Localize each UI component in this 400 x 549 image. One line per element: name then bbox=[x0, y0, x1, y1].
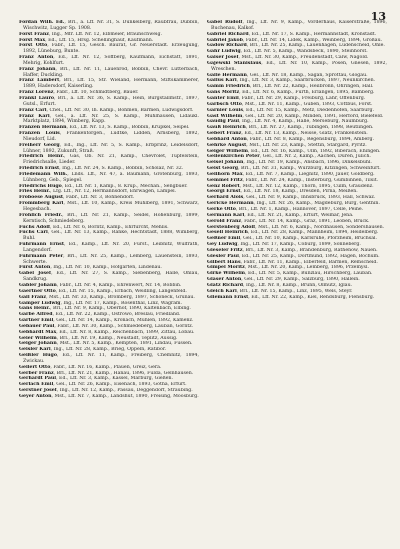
entry-details: , Fabr., Lff. Nr. 11, Kamp., Elberfeld, Barmen, Remscheid. bbox=[240, 259, 378, 265]
entry-details: , Ed., Lff. Nr. 6, Borlitz, Kamp., Ehrfurcht, Mehlis. bbox=[50, 224, 169, 230]
entry-details: , Chel., Lff. Nr. 30, Ih. Kamp., Bohmen, Barmen, Ludwigsdorf. bbox=[46, 107, 194, 113]
entry-details: , Gel., Lff. Nr. 13, Kamp., Ranke, Hechtstadt, 1888, Wimberg, Buhl. bbox=[23, 230, 199, 242]
entry-name: Gabriel Jakob bbox=[207, 37, 243, 43]
entry-details: , Ed., Lff. Nr. 25, Kamp., Dortmund, 1892, Hagen, Bochum. bbox=[238, 253, 380, 259]
entry-details: , Fabr., Lff. 15, Gesch. Baurat, Gr. Neuerstadt. Erzeugung, 1892, Lüneburg, Bunte. bbox=[23, 43, 199, 55]
entry-name: Gahr Ludwig bbox=[207, 49, 241, 55]
entry-details: , Ed., Lff. Nr. 22, Kamp., Ostrowo, Breslau, Friedland. bbox=[52, 312, 181, 318]
page-number: 13 bbox=[370, 10, 386, 23]
entry-name: Gaertner Otto bbox=[19, 288, 56, 294]
entry-details: , Lfg. Lff., Nr. 12, Hermannsdorf, Ehrwagen, Lampel. bbox=[50, 189, 177, 195]
entry-details: , Mst., Lff. Nr. 33, Kamp., Bromberg, 1897, Schöneck, Grünau. bbox=[46, 294, 195, 300]
entry-details: , Ed., Lff. Nr. 12, Soffberg, Kaufmann, Eichstätt, 1891, Mehrig, Kohlfurt. bbox=[23, 55, 199, 66]
entry-details: , Ing., Lff. Nr. 17, Kamp., Rosenthal, Linz, Wagram. bbox=[60, 300, 182, 306]
entry-name: Forst Franz bbox=[19, 31, 49, 37]
entry-details: , Mst., Lff. Nr. 23, Kamp., Stettin, Stargard, Pyritz. bbox=[246, 142, 367, 148]
entry-details: , Gel., Lff. Nr. 26, Kamp., Eisenach, 1893, Gotha, Erfurt. bbox=[53, 382, 187, 388]
entry-details: , Gel., Lff. Nr. 9, Kamp., Innsbruck, 1893, Hall, Schwaz. bbox=[243, 195, 376, 201]
entry-name: Gabel Josef bbox=[19, 271, 52, 277]
entry-details: , Ed., Lff. Nr. 5, Kamp., Wandsbeck, 1890, Steinhorst. bbox=[240, 49, 368, 55]
entry-details: , Gas, Ob. Nr. 21, Kamp., Chevrolet, Tüpfelstein, Friedrichsalle, Lieder. bbox=[23, 154, 199, 166]
directory-entry bbox=[19, 242, 199, 254]
entry-details: , Fabr., Lff. Nr. 3, Bohnendorf. bbox=[63, 195, 135, 201]
entry-name: Geilenkirchen Peter bbox=[207, 154, 260, 160]
entry-details: , Ed., Kamp., Lff. Nr. 20, Fürst., Leibnitz, Wülfrath, Langendorf. bbox=[23, 242, 199, 253]
entry-details: , Fabr., Lff. Nr. 16, Kamp., Plauen, Greiz, Gera. bbox=[50, 364, 162, 370]
entry-details: , Brl., Lff. Nr. 25, Kamp., Lemberg, Lauenstein, 1893, Schwerte. bbox=[23, 253, 199, 265]
entry-name: Freiherr Georg bbox=[19, 142, 60, 148]
entry-name: Fuchs Adolf bbox=[19, 224, 51, 230]
entry-name: Frommberg Karl bbox=[19, 201, 64, 207]
entry-name: Friedrich Ernst bbox=[19, 166, 60, 172]
directory-entry bbox=[19, 230, 199, 242]
entry-details: , Ed., Lff. Nr. 22, Kamp., Kiel, Rendsburg, Flensburg. bbox=[248, 294, 375, 300]
entry-name: Franz Lorenz bbox=[19, 90, 54, 96]
entry-name: Gerstenberg Adolf bbox=[207, 224, 256, 230]
entry-name: Fuhrmann Ernst bbox=[19, 242, 64, 248]
entry-name: Fürst Anton bbox=[19, 265, 51, 271]
directory-entry bbox=[207, 61, 387, 73]
entry-details: , Brl., Lff. Nr. 21, Kamp., Hanau, 1896, Fulda, Gelnhausen. bbox=[53, 370, 194, 376]
entry-details: , Brl., a. Lff. Nr. 36, S. Kamp., Hein, Burgstallmstr., 1897, Gutsl., Erfurt. bbox=[23, 95, 199, 107]
directory-entry bbox=[19, 96, 199, 108]
entry-details: , Mst., Lff. Nr. 20, Kamp., Lemberg, 1896, Przemysl. bbox=[244, 265, 369, 271]
entry-name: Gliemann Ernst bbox=[207, 294, 249, 300]
entry-details: , Gel., a. Lff. Nr. 25, S. Kamp., Mühlhausen, Lidaukl. Marktplatz, 1894, Wimberg, Kapp. bbox=[23, 113, 199, 125]
entry-details: , Ing., Lff. Nr. 19, Kamp., Ansbach, 1896, Dinkelsbühl. bbox=[243, 160, 372, 166]
entry-name: Froboese August bbox=[19, 195, 64, 201]
entry-name: Galle Hermann bbox=[207, 72, 247, 78]
entry-details: , Ing., Lff. Nr. 10, Kamp., Hofgarten, Lindenau. bbox=[50, 265, 162, 271]
entry-name: Geißler Hugo bbox=[19, 353, 57, 359]
entry-name: Gellhorn Max bbox=[207, 171, 243, 177]
entry-details: , Ed., Lff. Nr. 5, Kamp., Bunzlau, Hirschberg, Lauban. bbox=[245, 271, 373, 277]
entry-details: , Ing., Lff. Nr. 17, Kamp., Coburg, 1899, Sonneberg. bbox=[237, 242, 361, 248]
directory-entry bbox=[19, 213, 199, 225]
entry-name: Friedrichs Hugo bbox=[19, 183, 62, 189]
right-column bbox=[207, 20, 387, 301]
entry-details: , Fabr., Lff. Nr. 29, Kamp., Freiburg, Lahr, Offenburg. bbox=[238, 95, 366, 101]
entry-name: Franz Anton bbox=[19, 55, 54, 61]
entry-details: , Gel., Lff. Nr. 14, Kamp., Kronach, Mühlen, 1892, Kamenz. bbox=[53, 318, 194, 324]
entry-name: Fröhlich Friedr. bbox=[19, 212, 63, 218]
entry-name: Gamper Ludwig bbox=[19, 300, 61, 306]
entry-name: Gleich Karl bbox=[207, 288, 237, 294]
entry-name: Forst Otto bbox=[19, 43, 48, 49]
entry-name: Ganter Emil bbox=[207, 95, 239, 101]
entry-details: , Ed., Lff. Nr. 13, S. Kamp., Bobbin, Krupkel, Seipel. bbox=[66, 125, 190, 131]
directory-entry bbox=[19, 201, 199, 213]
entry-name: Gesell Heinrich bbox=[207, 230, 248, 236]
entry-name: Gallus Karl bbox=[207, 78, 237, 84]
entry-name: Franzen Louis bbox=[19, 131, 60, 137]
entry-name: Garnier Louis bbox=[207, 107, 244, 113]
entry-name: Gebhardt Max bbox=[19, 329, 57, 335]
entry-name: Georgi Ernst bbox=[207, 189, 241, 195]
entry-name: Gerlach Emil bbox=[19, 382, 54, 388]
entry-details: , Ed., Lff. Nr. 18, Kamp., Dresden, Pirna, Meißen. bbox=[240, 189, 358, 195]
entry-name: Friedemann Wilh. bbox=[19, 171, 68, 177]
entry-details: , Ed., Lff. Nr. 28, Kamp., Mannheim, 1894, Heidelberg. bbox=[247, 230, 379, 236]
entry-details: , Ing., Mfr. Lff. Nr. 12, Elbmeier, Braunschweig. bbox=[48, 31, 162, 37]
directory-entry bbox=[19, 78, 199, 90]
entry-name: Gehrke August bbox=[207, 142, 247, 148]
entry-name: Franz Karl bbox=[19, 113, 50, 119]
entry-name: Gerhard Alois bbox=[207, 195, 244, 201]
entry-name: Franz Lambert bbox=[19, 78, 60, 84]
entry-details: , Ed., Lff. Nr. 15, Kamp., Erbach, Weidling, Langenfeld. bbox=[55, 288, 187, 294]
directory-entry bbox=[19, 143, 199, 155]
entry-name: Gebhard Anton bbox=[207, 136, 247, 142]
entry-name: Gerstner Josef bbox=[19, 388, 57, 394]
entry-details: , Brl., Lff. Nr. 15, Kamp., Linz, 1895, Wels, Steyr. bbox=[236, 288, 353, 294]
entry-details: , Ing., Lff. Nr. 3, Kamp., Saarbrücken, 1897, Neunkirchen. bbox=[236, 78, 376, 84]
entry-name: Geisler Karl bbox=[19, 347, 51, 353]
entry-name: Gericke Hermann bbox=[207, 201, 254, 207]
entry-name: Gajewski Stanislaus bbox=[207, 60, 262, 66]
entry-details: , Brl., Lff. Nr. 19, Kamp., Neustadt, Teplitz, Aussig. bbox=[56, 335, 178, 341]
entry-name: Forst Max bbox=[19, 37, 46, 43]
directory-entry bbox=[19, 394, 199, 400]
directory-entry bbox=[19, 172, 199, 184]
entry-details: , Ed., Lff. Nr. 16, Kamp., Ulm, 1892, Biberach, Ehingen. bbox=[248, 148, 381, 154]
entry-name: Gauß Heinrich bbox=[207, 125, 246, 131]
entry-name: Gilbert Hans bbox=[207, 259, 241, 265]
entry-details: , Ed., Lff. Nr. 6, Kamp., Fürth, Erlangen, 1895, Bamberg. bbox=[239, 90, 375, 96]
entry-name: Geisel Johann bbox=[207, 160, 244, 166]
entry-name: Geßner Emil bbox=[207, 236, 241, 242]
entry-details: , Brl., Lff. Nr. 22, Kamp., Heilbronn, Öhringen, Hall. bbox=[249, 84, 374, 90]
entry-name: Gieseler Fritz bbox=[207, 247, 243, 253]
entry-name: Gans Heinr. bbox=[19, 306, 50, 312]
entry-details: , Mst., Lff. Nr. 6, Kamp., Nordhausen, Sondershausen. bbox=[255, 224, 385, 230]
entry-name: Glaser Anton bbox=[207, 277, 242, 283]
entry-details: , Ing., Lff. Nr. 9, Kamp., Vorderhaus, Kaiserstraße, 1896, Buchenau, Kalkof. bbox=[211, 20, 387, 31]
entry-details: , Gel., Lff. Nr. 10, Kamp., Karlsruhe, Pforzheim, Bruchsal. bbox=[240, 236, 377, 242]
entry-details: , Ing., Lff. Nr. 4, Kamp., Halle, Merseburg, Naumburg. bbox=[239, 119, 369, 125]
entry-name: Gerke Otto bbox=[207, 207, 236, 212]
entry-details: , Fabr., Lff. Nr. 4, Kamp., Ehrenwert, Nr. 14, Bobbin. bbox=[56, 282, 182, 288]
entry-name: Gadow Richard bbox=[207, 43, 247, 49]
entry-name: Gall Franz bbox=[19, 294, 47, 300]
entry-details: , Mst., Lff. Nr. 11, Kamp., Guben, 1893, Cottbus, Forst. bbox=[241, 101, 373, 107]
entry-name: Giesler Paul bbox=[207, 253, 239, 259]
entry-details: , Brl., Lff. 15, Str. Wieland, Hermann, Stiftskämmerer, 1889, Hadersdorf, Kaiserling. bbox=[23, 78, 199, 90]
entry-name: Gärtner Emil bbox=[19, 318, 54, 324]
entry-name: Frankl Lauro bbox=[19, 95, 55, 101]
entry-name: Gimpel Moritz bbox=[207, 265, 245, 271]
entry-details: , Fabr., Lff. Nr. 14, Kamp., Graz, 1891, Leoben, Bruck. bbox=[241, 218, 370, 224]
entry-details: , Brl., Lff. Nr. 1, Kamp., Hannover, 1897, Celle, Peine. bbox=[235, 207, 364, 212]
entry-details: , Ed., Lff. 15, Hrsg. Schellinghauf, Kaufmann. bbox=[45, 37, 154, 43]
entry-name: Geier Wilhelm bbox=[19, 335, 57, 341]
entry-details: , Brl., Lff. Nr. 11, Lauenrod, Bobbin, Chevr. Lutterbach, Haffer, Duckling. bbox=[23, 66, 199, 78]
entry-name: Fries Heinr. bbox=[19, 189, 51, 195]
directory-entry bbox=[207, 295, 387, 301]
entry-name: Glatz Richard bbox=[207, 282, 244, 288]
entry-details: , Gel., Lff. Nr. 2, Kamp., Aachen, Düren, Jülich. bbox=[259, 154, 371, 160]
entry-name: Gabler Johann bbox=[19, 282, 57, 288]
directory-entry bbox=[19, 271, 199, 283]
entry-details: , Ed., Ing., Lff. Nr. 5, S. Kamp., Erbprinz, Leidelsdorf, Lühner, 1892, Zukunft, Straß. bbox=[23, 142, 199, 154]
entry-name: Gey Ludwig bbox=[207, 242, 238, 248]
entry-details: , Ed., Lff. Nr. 27, S. Kamp., Siebenberg, Halle, Ohlau, Sandkrug. bbox=[23, 271, 199, 283]
entry-details: , Gel., Lff. Nr. 20, Kamp., Minden, 1891, Herford, Bielefeld. bbox=[242, 113, 384, 119]
entry-name: Gaudig Paul bbox=[207, 119, 240, 125]
entry-details: , Ed., Lff. Nr. 17, S. Kamp., Hermannstadt, Kronstadt. bbox=[248, 31, 377, 37]
entry-details: , Ing., Lff. Nr. 8, Kamp., Brünn, Olmütz, Iglau. bbox=[243, 282, 353, 288]
entry-details: , Mst., Lff. Nr. 30, Kamp., Freudenstadt, Calw, Nagold. bbox=[238, 55, 369, 61]
entry-name: Gast Wilhelm bbox=[207, 113, 243, 119]
entry-details: , Mst., Lff. Nr. 5, Kamp., Kempten, 1891, Lindau, Füssen. bbox=[56, 341, 193, 347]
entry-name: Fordan Wilh. Ed. bbox=[19, 20, 65, 25]
entry-details: , Ed., Lff. Nr. 10, Kamp., Posen, Gnesen, 1892, Wreschen. bbox=[211, 60, 387, 72]
directory-entry bbox=[19, 67, 199, 79]
entry-name: Geist Georg bbox=[207, 166, 239, 172]
left-column bbox=[19, 20, 199, 400]
entry-name: Gamm Friedrich bbox=[207, 84, 250, 90]
entry-details: , Ed., Lff. Nr. 8, Kamp., Reichenbach, 1899, Zittau, Löbau. bbox=[56, 329, 195, 335]
entry-details: , Fabr., Lff. Nr. 24, Kamp., Insterburg, Gumbinnen, Tilsit. bbox=[242, 177, 379, 183]
entry-details: , Ed., Lff. Nr. 3, Kamp., Kassel, Marburg, Gießen. bbox=[56, 376, 174, 382]
entry-details: , Ed., Lff. Nr. 15, Kamp., Metz, Diedenhofen, Saarburg. bbox=[243, 107, 375, 113]
entry-name: Geiger Johann bbox=[19, 341, 57, 347]
entry-details: , Ed., Lff. Nr. 21, Kamp., Erfurt, Weimar, Jena. bbox=[244, 212, 354, 218]
entry-name: Franzen Hermann bbox=[19, 125, 67, 131]
entry-details: , Fabr., Lff. Nr. 8, Kamp., Regensburg, 1894, Amberg. bbox=[246, 136, 374, 142]
entry-details: , Brl., Lff. Nr. 3, Kamp., Brandenburg, Rathenow, Nauen. bbox=[242, 247, 378, 253]
entry-name: Fuchs Carl bbox=[19, 230, 48, 236]
entry-name: Genz Robert bbox=[207, 183, 240, 189]
entry-details: , Ing., Lff. Nr. 12, Kamp., Passau, Deggendorf, Straubing. bbox=[56, 388, 193, 394]
entry-name: Gerold Franz bbox=[207, 218, 242, 224]
entry-name: Garbe Alfred bbox=[19, 312, 53, 318]
entry-details: , Fabr., Lff. Nr. 30, Kamp., Schmiedeberg, Lauban, Görlitz. bbox=[54, 323, 194, 329]
entry-details: , Mst., Lff. Nr. 12, Kamp., Thorn, 1895, Culm, Graudenz. bbox=[239, 183, 374, 189]
entry-details: , Ing., Lff. Nr. 28, Kamp., Brieg, Oppeln, Ratibor. bbox=[50, 347, 167, 353]
entry-details: , Ed., Lff. Nr. 13, Kamp., Neisse, Glatz, Frankenstein. bbox=[241, 131, 368, 137]
entry-name: Gaiser Josef bbox=[207, 55, 239, 61]
directory-entry bbox=[19, 43, 199, 55]
entry-details: , Brl., Lff. Nr. 9, Kamp., Oberhof, 1890, Kaltenbach, Elbing. bbox=[50, 306, 191, 312]
directory-entry bbox=[19, 254, 199, 266]
directory-entry bbox=[19, 20, 199, 32]
entry-name: Fuhrmann Peter bbox=[19, 253, 64, 259]
entry-details: , Lnds. Lff., Nr. 47, a. Baumann, Grotenburg, 1893, Lühnberg, Geb., Spiegel. bbox=[23, 171, 199, 183]
entry-name: Geyer Anton bbox=[19, 394, 52, 399]
entry-name: Gemmel Fritz bbox=[207, 177, 243, 183]
entry-details: , Ing., Lff. Nr. 26, Kamp., Magdeburg, Burg, Genthin. bbox=[253, 201, 380, 207]
entry-name: Gebert Franz bbox=[207, 131, 242, 137]
directory-entry bbox=[19, 55, 199, 67]
entry-details: , Brl., Lff. Nr. 27, Kamp., Tübingen, 1898, Reutlingen. bbox=[245, 125, 374, 131]
entry-details: , Mst., Lff. Nr. 7, Kamp., Landshut, 1890, Freising, Moosburg. bbox=[51, 394, 199, 399]
entry-details: , Brl., Lff. Nr. 31, Kamp., Würzburg, Kitzingen, Schweinfurt. bbox=[238, 166, 381, 172]
entry-details: , Mst., Lff. 10, Kamp., Kreis Mühlberg, 1891, Schwarz, Hegesbach. bbox=[23, 201, 199, 212]
entry-details: , Gel., Lff. Nr. 29, Kamp., Salzburg, 1890, Hallein. bbox=[241, 277, 360, 283]
entry-details: , Ing., Lff. Nr. 24, S. Kamp., Bobbin, Scholaz, Nr. 32. bbox=[59, 166, 184, 172]
entry-details: , Brl., a. Lff. Nr. 31, S. Dunkelberg, Raubfrau, Dubbin, Wischwitz, Lugger Sp. 1908. bbox=[23, 20, 199, 31]
entry-name: Franz Johann bbox=[19, 66, 56, 72]
entry-name: Gerhardt Paul bbox=[19, 376, 57, 382]
entry-details: , Fabr., Lff. 10, Schmidtberg, Bauer. bbox=[53, 90, 139, 96]
entry-name: Gerber Franz bbox=[19, 370, 54, 376]
entry-name: Gabriel Richard bbox=[207, 31, 249, 37]
entry-details: , Brl., Lff. Nr. 21, Kamp., Seidel, Höhenburg, 1899, Kerntisch, Schmiedeberg. bbox=[23, 212, 199, 224]
entry-name: Girke Wilhelm bbox=[207, 271, 245, 277]
entry-name: Gebauer Paul bbox=[19, 323, 55, 329]
entry-name: Gabel Rudolf bbox=[207, 20, 243, 25]
directory-entry bbox=[19, 154, 199, 166]
directory-entry bbox=[19, 353, 199, 365]
entry-name: Franz Carl bbox=[19, 107, 47, 113]
entry-details: , Brl., Lff. Nr. 25, Kamp., Lauenhagen, Lüdenscheid, Ohle. bbox=[246, 43, 385, 49]
directory-entry bbox=[207, 20, 387, 32]
entry-details: , Gel., Lff. Nr. 18, Kamp., Sagan, Sprottau, Glogau. bbox=[246, 72, 368, 78]
entry-name: Germann Karl bbox=[207, 212, 245, 218]
entry-name: Garbsch Otto bbox=[207, 101, 242, 107]
directory-entry bbox=[19, 131, 199, 143]
directory-entry bbox=[19, 114, 199, 126]
entry-name: Geiger Wilhelm bbox=[207, 148, 249, 154]
entry-details: , Ed., Lff. Nr. 7, Kamp., Liegnitz, 1890, Jauer, Goldberg. bbox=[242, 171, 375, 177]
entry-name: Gans Moritz bbox=[207, 90, 240, 96]
entry-name: Friedrich Heinr. bbox=[19, 154, 65, 160]
entry-details: , Ed., Lff. Nr. 1, Kamp., 8. Krup., Mechan., Sengbuer. bbox=[61, 183, 188, 189]
entry-details: , Fabr., Lff. Nr. 14, Lidek, Kamp., Weinberg, 1894, Großau. bbox=[242, 37, 383, 43]
entry-details: , Ed., Lff. Nr. 11, Kamp., Freiberg, Chemnitz, 1894, Zwickau. bbox=[23, 353, 199, 364]
entry-details: , Frankentorgeh., Lüdtke, Lidden, Arnsberg, 1892, Nieudorf, Lid. bbox=[23, 131, 199, 142]
entry-name: Gellert Otto bbox=[19, 364, 51, 370]
